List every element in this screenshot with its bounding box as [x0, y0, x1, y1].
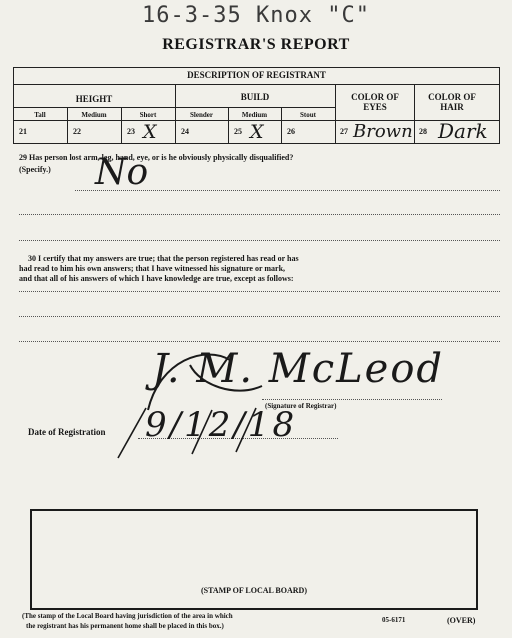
stout-label: Stout: [300, 111, 316, 119]
field-number-21: 21: [19, 127, 27, 136]
height-medium-label: Medium: [81, 111, 107, 119]
height-heading: HEIGHT: [75, 94, 113, 104]
short-label: Short: [139, 111, 157, 119]
stamped-number: 16-3-35 Knox "C": [142, 3, 370, 28]
build-heading: BUILD: [240, 92, 270, 102]
registration-date-label: Date of Registration: [28, 427, 106, 437]
short-check-mark: X: [143, 121, 157, 143]
over-label: (OVER): [447, 616, 476, 625]
eyes-heading: COLOR OF EYES: [351, 92, 399, 112]
question-29: 29 Has person lost arm, leg, hand, eye, or is he obviously physically disqualified?: [19, 153, 294, 162]
slender-label: Slender: [190, 111, 213, 119]
eye-color-value: Brown: [353, 121, 413, 142]
registrar-signature: J. M. McLeod: [152, 346, 445, 392]
build-medium-label: Medium: [241, 111, 268, 119]
question-29-answer: No: [95, 152, 149, 193]
stamp-box-note-line1: (The stamp of the Local Board having jurisdiction of the area in which: [22, 612, 233, 620]
signature-flourish: [148, 354, 262, 410]
date-slash-strokes: [118, 408, 256, 458]
field-number-26: 26: [287, 127, 295, 136]
signature-caption: (Signature of Registrar): [265, 402, 337, 410]
description-heading: DESCRIPTION OF REGISTRANT: [187, 70, 326, 80]
question-30-line3: and that all of his answers of which I have knowledge are true, except as follows:: [19, 274, 294, 283]
field-number-28: 28: [419, 127, 427, 136]
question-30-line1: 30 I certify that my answers are true; that the person registered has read or has: [28, 254, 299, 263]
hair-heading: COLOR OF HAIR: [428, 92, 476, 112]
tall-label: Tall: [34, 111, 46, 119]
field-number-27: 27: [340, 127, 348, 136]
hair-color-value: Dark: [438, 119, 488, 143]
field-number-23: 23: [127, 127, 135, 136]
question-30-line2: had read to him his own answers; that I have witnessed his signature or mark,: [19, 264, 286, 273]
specify-label: (Specify.): [19, 165, 51, 174]
form-code: 05-6171: [382, 616, 406, 624]
field-number-25: 25: [234, 127, 242, 136]
field-number-24: 24: [181, 127, 189, 136]
stamp-box-caption: (STAMP OF LOCAL BOARD): [200, 586, 307, 595]
medium-build-check-mark: X: [250, 121, 264, 143]
page-title: REGISTRAR'S REPORT: [162, 36, 350, 53]
registration-date-value: 9/12/18: [145, 405, 298, 445]
field-number-22: 22: [73, 127, 81, 136]
stamp-box-note-line2: the registrant has his permanent home shall be placed in this box.): [26, 622, 224, 630]
